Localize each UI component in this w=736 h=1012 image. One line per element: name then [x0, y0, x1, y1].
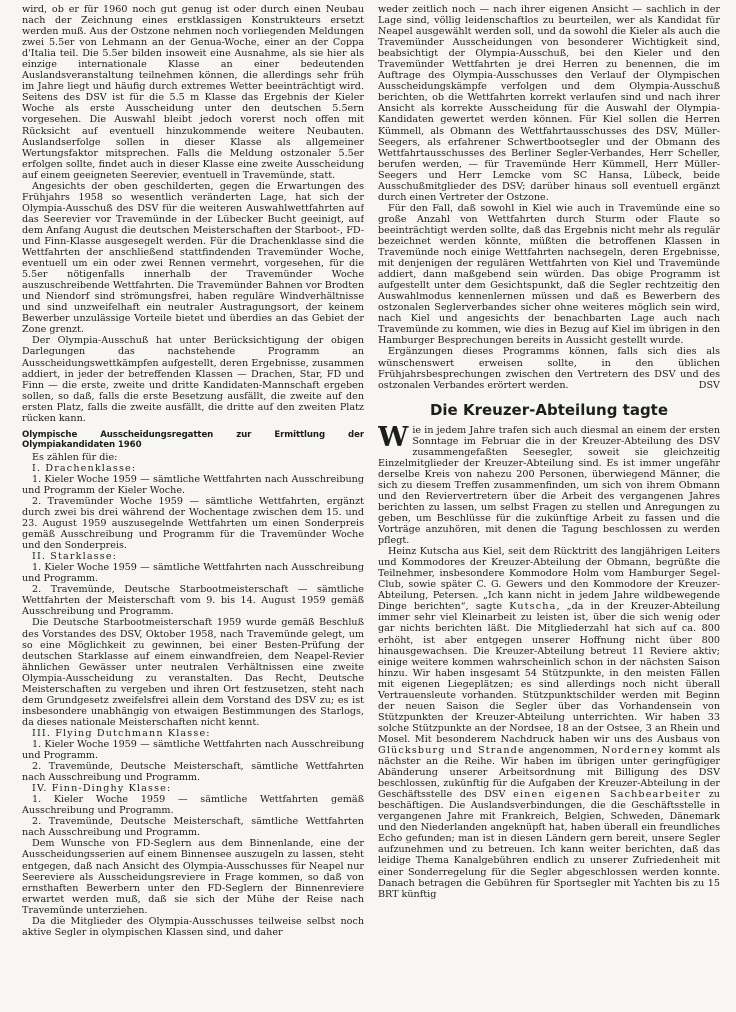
emphasized-place: Norderney [601, 745, 665, 756]
paragraph: Da die Mitglieder des Olympia-Ausschusses teilweise selbst noch aktive Segler in olympischen Klassen sind, und daher [22, 915, 364, 938]
class-heading: III. Flying Dutchmann Klasse: [32, 727, 211, 739]
class-heading: I. Drachenklasse: [32, 462, 137, 474]
list-item: 2. Travemünde, Deutsche Starbootmeisterschaft — sämtliche Wettfahrten der Meisterschaft vom 9. bis 14. August 1959 gemäß Ausschreibung und Programm. [22, 584, 364, 618]
class-heading: II. Starklasse: [32, 551, 118, 563]
list-item: 2. Travemünde, Deutsche Meisterschaft, sämtliche Wettfahrten nach Ausschreibung und Programm. [22, 761, 364, 784]
paragraph-text: angenommen, [524, 745, 602, 756]
list-item: 1. Kieler Woche 1959 — sämtliche Wettfahrten nach Ausschreibung und Programm. [22, 739, 364, 762]
paragraph: Für den Fall, daß sowohl in Kiel wie auch in Travemünde eine so große Anzahl von Wettfahrten durch Sturm oder Flaute so beeinträchtigt werden sollte, daß das Ergebnis nicht mehr als regulär bezeichnet werden könnte, müßten die betroffenen Klassen in Travemünde noch einige Wettfahrten nachsegeln, deren Ergebnisse, mit denjenigen der regulären Wettfahrten von Kiel und Travemünde addiert, dann maßgebend sein würden. Das obige Programm ist aufgestellt unter dem Gesichtspunkt, daß die Segler rechtzeitig den Auswahlmodus kennenlernen müssen und daß es Bewerbern des ostzonalen Seglerverbandes sicher ohne weiteres möglich sein wird, nach Kiel und angesichts der benachbarten Lage auch nach Travemünde zu kommen, wie dies in Bezug auf Kiel im übrigen in den Hamburger Besprechungen bereits in Aussicht gestellt wurde. [378, 202, 720, 347]
paragraph [378, 421, 720, 547]
paragraph: Dem Wunsche von FD-Seglern aus dem Binnenlande, eine der Ausscheidungsserien auf einem Binnensee auszugeln zu lassen, steht entgegen, daß nach Ansicht des Olympia-Ausschusses für Neapel nur Seereviere als Ausscheidungsreviere in Frage kommen, so daß von ernsthaften Bewerbern unter den FD-Seglern der Binnenreviere erwartet werden muß, daß sie sich der Mühe der Reise nach Travemünde unterziehen. [22, 838, 364, 916]
left-column [22, 4, 364, 1012]
article-title: Die Kreuzer-Abteilung tagte [429, 400, 669, 419]
paragraph: wird, ob er für 1960 noch gut genug ist oder durch einen Neubau nach der Zeichnung eines erstklassigen Konstrukteurs ersetzt werden muß. Aus der Ostzone nehmen noch vorliegenden Meldungen zwei 5.5er von Lehmann an der Genua-Woche, einer an der Coppa d'Italia teil. Die 5.5er bilden insoweit eine Ausnahme, als sie hier als einzige internationale Klasse an einer bedeutenden Auslandsveranstaltung teilnehmen können, die allerdings sehr früh im Jahre liegt und häufig durch extremes Wetter beeinträchtigt wird. Seitens des DSV ist für die 5.5 m Klasse das Ergebnis der Kieler Woche als erste Ausscheidung unter den deutschen 5.5ern vorgesehen. Die Auswahl bleibt jedoch vorerst noch offen mit Rücksicht auf eventuell hinzukommende weitere Neubauten. Auslandserfolge sollen in dieser Klasse als allgemeiner Wertungsfaktor mitsprechen. Falls die Meldung ostzonaler 5.5er erfolgen sollte, findet auch in dieser Klasse eine zweite Ausscheidung auf einem geeigneten Seerevier, eventuell in Travemünde, statt. [22, 4, 364, 181]
paragraph: weder zeitlich noch — nach ihrer eigenen Ansicht — sachlich in der Lage sind, völlig leidenschaftlos zu beurteilen, wer als Kandidat für Neapel ausgewählt werden soll, und da sowohl die Kieler als auch die Travemünder Ausscheidungen von besonderer Wichtigkeit sind, beabsichtigt der Olympia-Ausschuß, bei den Kieler und den Travemünder Wettfahrten je drei Herren zu benennen, die im Auftrage des Olympia-Ausschusses den Verlauf der Olympischen Ausscheidungskämpfe verfolgen und dem Olympia-Ausschuß berichten, ob die Wettfahrten korrekt verlaufen sind und nach ihrer Ansicht als korrekte Ausscheidung für die Auswahl der Olympia-Kandidaten gewertet werden können. Für Kiel sollen die Herren Kümmell, als Obmann des Wettfahrtausschusses des DSV, Müller-Seegers, als erfahrener Schwertbootsegler und der Obmann des Wettfahrtausschusses des Berliner Segler-Verbandes, Herr Scheller, berufen werden, — für Travemünde Herr Kümmell, Herr Müller-Seegers und Herr Lemcke vom SC Hansa, Lübeck, beide Ausschußmitglieder des DSV; darüber hinaus soll eventuell ergänzt durch einen Vertreter der Ostzone. [378, 4, 720, 203]
drop-cap: W [378, 421, 409, 453]
list-item: 2. Travemünder Woche 1959 — sämtliche Wettfahrten, ergänzt durch zwei bis drei während der Wochentage zwischen dem 15. und 23. August 1959 auszusegelnde Wettfahrten um einen Sonderpreis gemäß Ausschreibung und Programm für die Travemünder Woche und den Sonderpreis. [22, 495, 364, 552]
paragraph: Es zählen für die: [32, 451, 118, 463]
paragraph-text: ie in jedem Jahre trafen sich auch diesmal an einem der ersten Sonntage im Februar die in der Kreuzer-Abteilung des DSV zusammengefaßten Seesegler, soweit sie gleichzeitig Einzelmitglieder der Kreuzer-Abteilung sind. Es ist immer ungefähr derselbe Kreis von nahezu 200 Personen, überwiegend Männer, die sich zu diesem Treffen zusammenfinden, um sich von ihrem Obmann und den Reviervertretern über die Arbeit des vergangenen Jahres berichten zu lassen, um selbst Fragen zu stellen und Anregungen zu geben, um Beschlüsse für die zukünftige Arbeit zu fassen und die Vorträge anzuhören, mit denen die Tagung beschlossen zu werden pflegt. [378, 424, 720, 547]
section-subheading: Olympische Ausscheidungsregatten zur Ermittlung der Olympiakandidaten 1960 [22, 429, 364, 450]
paragraph-text: Heinz Kutscha aus Kiel, seit dem Rücktritt des langjährigen Leiters und Kommodores der Kreuzer-Abteilung der Obmann, begrüßte die Teilnehmer, insbesondere Kommodore Holm vom Hamburger Segel-Club, sowie später C. G. Gewers und den Kommodore der Kreuzer-Abteilung, Petersen. „Ich kann nicht in jedem Jahre wildbewegende Dinge berichten“, sagte [378, 546, 720, 613]
list-item: 1. Kieler Woche 1959 — sämtliche Wettfahrten nach Ausschreibung und Programm der Kieler Woche. [22, 473, 364, 496]
article-signature: DSV [698, 379, 720, 391]
paragraph: Die Deutsche Starbootmeisterschaft 1959 wurde gemäß Beschluß des Vorstandes des DSV, Oktober 1958, nach Travemünde gelegt, um so eine Möglichkeit zu gewinnen, bei einer Besten-Prüfung der deutschen Starklasse auf einem einwandfreien, dem Neapel-Revier ähnlichen Gewässer unter neutralen Verhältnissen eine zweite Olympia-Ausscheidung zu veranstalten. Das Recht, Deutsche Meisterschaften zu vergeben und ihren Ort festzusetzen, steht nach dem Grundgesetz zweifelsfrei allein dem Vorstand des DSV zu; es ist insbesondere unabhängig von etwaigen Bestimmungen des Starlogs, da dieses nationale Meisterschaften nicht kennt. [22, 617, 364, 728]
paragraph: Der Olympia-Ausschuß hat unter Berücksichtigung der obigen Darlegungen das nachstehende Programm an Ausscheidungswettkämpfen aufgestellt, deren Ergebnisse, zusammen addiert, in jeder der betreffenden Klassen — Drachen, Star, FD und Finn — die erste, zweite und dritte Kandidaten-Mannschaft ergeben sollen, so daß, falls die erste Besetzung ausfällt, die zweite auf den ersten Platz, falls die zweite ausfällt, die dritte auf den zweiten Platz rücken kann. [22, 335, 364, 424]
emphasized-name: Kutscha [509, 601, 557, 613]
right-column [378, 4, 720, 1012]
paragraph [378, 346, 720, 390]
paragraph-text: , „da in der Kreuzer-Abteilung immer sehr viel Kleinarbeit zu leisten ist, über die sich wenig oder gar nichts berichten läßt. Die Mitgliederzahl hat sich auf ca. 800 erhöht, ist aber entgegen unserer Hoffnung nicht über 800 hinausgewachsen. Die Kreuzer-Abteilung betreut 11 Reviere aktiv; einige weitere kommen wahrscheinlich schon in der nächsten Saison hinzu. Wir haben insgesamt 54 Stützpunkte, in den meisten Fällen mit eigenen Liegeplätzen; es sind allerdings noch nicht überall Vertrauensleute vorhanden. Stützpunktschilder werden mit Beginn der neuen Saison die Segler über das Vorhandensein von Stützpunkten der Kreuzer-Abteilung unterrichten. Wir haben 33 solche Stützpunkte an der Nordsee, 18 an der Ostsee, 3 an Rhein und Mosel. Mit besonderem Nachdruck haben wir uns des Ausbaus von [378, 601, 720, 745]
paragraph-text: kommt als nächster an die Reihe. Wir haben im übrigen unter geringfügiger Abänderung unserer Arbeitsordnung mit Billigung des DSV beschlossen, zukünftig für die Aufgaben der Kreuzer-Abteilung in der Geschäftsstelle des DSV [378, 745, 720, 801]
emphasized-place: Glücksburg und Strande [378, 745, 525, 756]
list-item: 2. Travemünde, Deutsche Meisterschaft, sämtliche Wettfahrten nach Ausschreibung und Programm. [22, 816, 364, 839]
paragraph-text: zu beschäftigen. Die Auslandsverbindungen, die die Geschäftsstelle in vergangenen Jahre mit Frankreich, Belgien, Schweden, Dänemark und den Niederlanden angeknüpft hat, haben überall ein freundliches Echo gefunden; man ist in diesen Ländern gern bereit, unsere Segler aufzunehmen und zu betreuen. Ich kann weiter berichten, daß das leidige Thema Kanalgebühren endlich zu unserer Zufriedenheit mit einer Sonderregelung für die Segler abgeschlossen werden konnte. Danach betragen die Gebühren für Sportsegler mit Yachten bis zu 15 BRT künftig [378, 789, 720, 900]
paragraph: Angesichts der oben geschilderten, gegen die Erwartungen des Frühjahrs 1958 so wesentlich veränderten Lage, hat sich der Olympia-Ausschuß des DSV für die weiteren Auswahlwettfahrten auf das Seerevier vor Travemünde in der Lübecker Bucht geeinigt, auf dem Anfang August die deutschen Meisterschaften der Starboot-, FD- und Finn-Klasse ausgesegelt werden. Für die Drachenklasse sind die Wettfahrten der anschließend stattfindenden Travemünder Woche, eventuell um ein oder zwei Rennen vermehrt, vorgesehen, für die 5.5er nötigenfalls innerhalb der Travemünder Woche auszuschreibende Wettfahrten. Die Travemünder Bahnen vor Brodten und Niendorf sind strömungsfrei, haben reguläre Windverhältnisse und sind unzweifelhaft ein neutraler Austragungsort, der keinem Bewerber unzulässige Vorteile bietet und überdies an das Gebiet der Zone grenzt. [22, 180, 364, 336]
paragraph-text: Ergänzungen dieses Programms können, falls sich dies als wünschenswert erweisen sollte, in den üblichen Frühjahrsbesprechungen zwischen den Vertretern des DSV und des ostzonalen Verbandes erörtert werden. [378, 346, 720, 391]
list-item: 1. Kieler Woche 1959 — sämtliche Wettfahrten nach Ausschreibung und Programm. [22, 562, 364, 585]
paragraph [378, 546, 720, 900]
class-heading: IV. Finn-Dinghy Klasse: [32, 783, 172, 795]
list-item: 1. Kieler Woche 1959 — sämtliche Wettfahrten gemäß Ausschreibung und Programm. [22, 794, 364, 817]
emphasized-role: einen eigenen Sachbearbeiter [513, 789, 702, 801]
